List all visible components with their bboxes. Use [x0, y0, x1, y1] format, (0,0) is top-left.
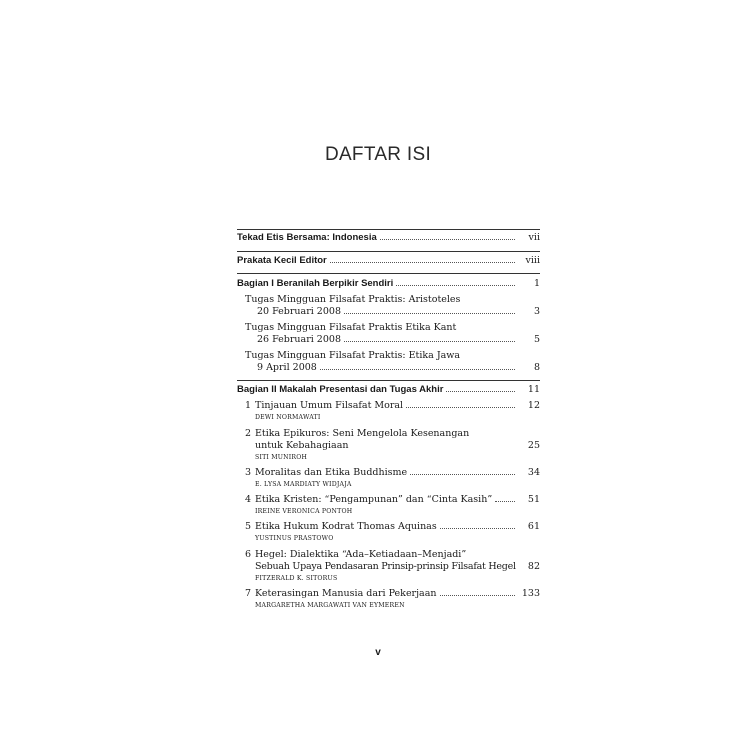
chapter-author: IREINE VERONICA PONTOH [255, 508, 353, 515]
toc-entry-prakata[interactable] [237, 251, 540, 268]
toc-chapter-6[interactable] [245, 548, 540, 584]
leader-dots [440, 528, 515, 529]
leader-dots [330, 262, 515, 263]
leader-dots [320, 369, 515, 370]
toc-chapter-1[interactable] [245, 400, 540, 423]
chapter-author: E. LYSA MARDIATY WIDJAJA [255, 481, 352, 488]
chapter-title: Hegel: Dialektika “Ada–Ketiadaan–Menjadi” [255, 549, 467, 560]
toc-chapter-5[interactable] [245, 521, 540, 544]
toc-chapter-3[interactable] [245, 467, 540, 490]
toc-entry-label: Prakata Kecil Editor [237, 255, 327, 266]
chapter-author: DEWI NORMAWATI [255, 414, 321, 421]
chapter-title: Etika Epikuros: Seni Mengelola Kesenangan [255, 428, 470, 439]
chapter-author: MARGARETHA MARGAWATI VAN EYMEREN [255, 602, 405, 609]
chapter-number: 3 [245, 467, 252, 478]
leader-dots [440, 595, 516, 596]
toc-entry[interactable] [245, 349, 540, 375]
toc-page-number: 8 [533, 362, 540, 373]
toc-part-2-items [237, 400, 540, 611]
chapter-title: Tinjauan Umum Filsafat Moral [255, 400, 404, 411]
toc-page-number: 82 [527, 561, 540, 572]
chapter-author: FITZERALD K. SITORUS [255, 575, 338, 582]
chapter-number: 1 [245, 400, 252, 411]
leader-dots [495, 501, 515, 502]
leader-dots [410, 474, 515, 475]
page-title: DAFTAR ISI [324, 144, 432, 165]
toc-part-2[interactable] [237, 380, 540, 397]
page-number: v [375, 647, 381, 658]
chapter-title: Moralitas dan Etika Buddhisme [255, 467, 408, 478]
chapter-number: 7 [245, 588, 252, 599]
chapter-number: 6 [245, 549, 252, 560]
toc-part-label: Bagian II Makalah Presentasi dan Tugas Akhir [237, 384, 444, 395]
leader-space [352, 447, 515, 448]
toc-page-number: 51 [527, 494, 540, 505]
chapter-title: Etika Kristen: “Pengampunan” dan “Cinta Kasih” [255, 494, 493, 505]
toc-entry-title: Tugas Mingguan Filsafat Praktis Etika Kant [245, 322, 457, 333]
toc-entry-date: 26 Februari 2008 [257, 334, 341, 345]
toc-chapter-4[interactable] [245, 494, 540, 517]
toc-entry[interactable] [245, 321, 540, 347]
chapter-title: Etika Hukum Kodrat Thomas Aquinas [255, 521, 437, 532]
toc-page-number: 12 [527, 400, 540, 411]
toc-chapter-2[interactable] [245, 427, 540, 463]
toc-entry-date: 9 April 2008 [257, 362, 317, 373]
leader-dots [380, 239, 515, 240]
toc-page-number: viii [525, 255, 540, 266]
toc-entry[interactable] [245, 293, 540, 319]
chapter-author: YUSTINUS PRASTOWO [255, 535, 334, 542]
leader-dots [446, 391, 515, 392]
toc-part-label: Bagian I Beranilah Berpikir Sendiri [237, 278, 394, 289]
toc-page-number: 61 [527, 521, 540, 532]
chapter-author: SITI MUNIROH [255, 454, 308, 461]
toc-page-number: vii [528, 232, 540, 243]
chapter-number: 2 [245, 428, 252, 439]
toc-entry-label: Tekad Etis Bersama: Indonesia [237, 232, 377, 243]
toc-page-number: 5 [533, 334, 540, 345]
toc-entry-title: Tugas Mingguan Filsafat Praktis: Aristoteles [245, 294, 461, 305]
toc-page-number: 3 [533, 306, 540, 317]
toc-entry-date: 20 Februari 2008 [257, 306, 341, 317]
toc-page-number: 133 [521, 588, 540, 599]
toc-page-number: 34 [527, 467, 540, 478]
chapter-number: 5 [245, 521, 252, 532]
toc-entry-tekad[interactable] [237, 229, 540, 245]
toc-chapter-7[interactable] [245, 588, 540, 611]
toc-page-number: 25 [527, 440, 540, 451]
toc-page-number: 11 [527, 384, 540, 395]
chapter-subtitle: Sebuah Upaya Pendasaran Prinsip-prinsip Filsafat Hegel [255, 561, 516, 572]
chapter-title-continued: untuk Kebahagiaan [255, 440, 349, 451]
chapter-number: 4 [245, 494, 252, 505]
toc-part-1-items [237, 293, 540, 375]
toc-part-1[interactable] [237, 273, 540, 291]
leader-dots [406, 407, 515, 408]
toc-page-number: 1 [533, 278, 540, 289]
leader-dots [396, 285, 515, 286]
toc-entry-title: Tugas Mingguan Filsafat Praktis: Etika Jawa [245, 350, 461, 361]
leader-dots [344, 341, 515, 342]
table-of-contents [237, 229, 540, 611]
chapter-title: Keterasingan Manusia dari Pekerjaan [255, 588, 437, 599]
leader-dots [344, 313, 515, 314]
